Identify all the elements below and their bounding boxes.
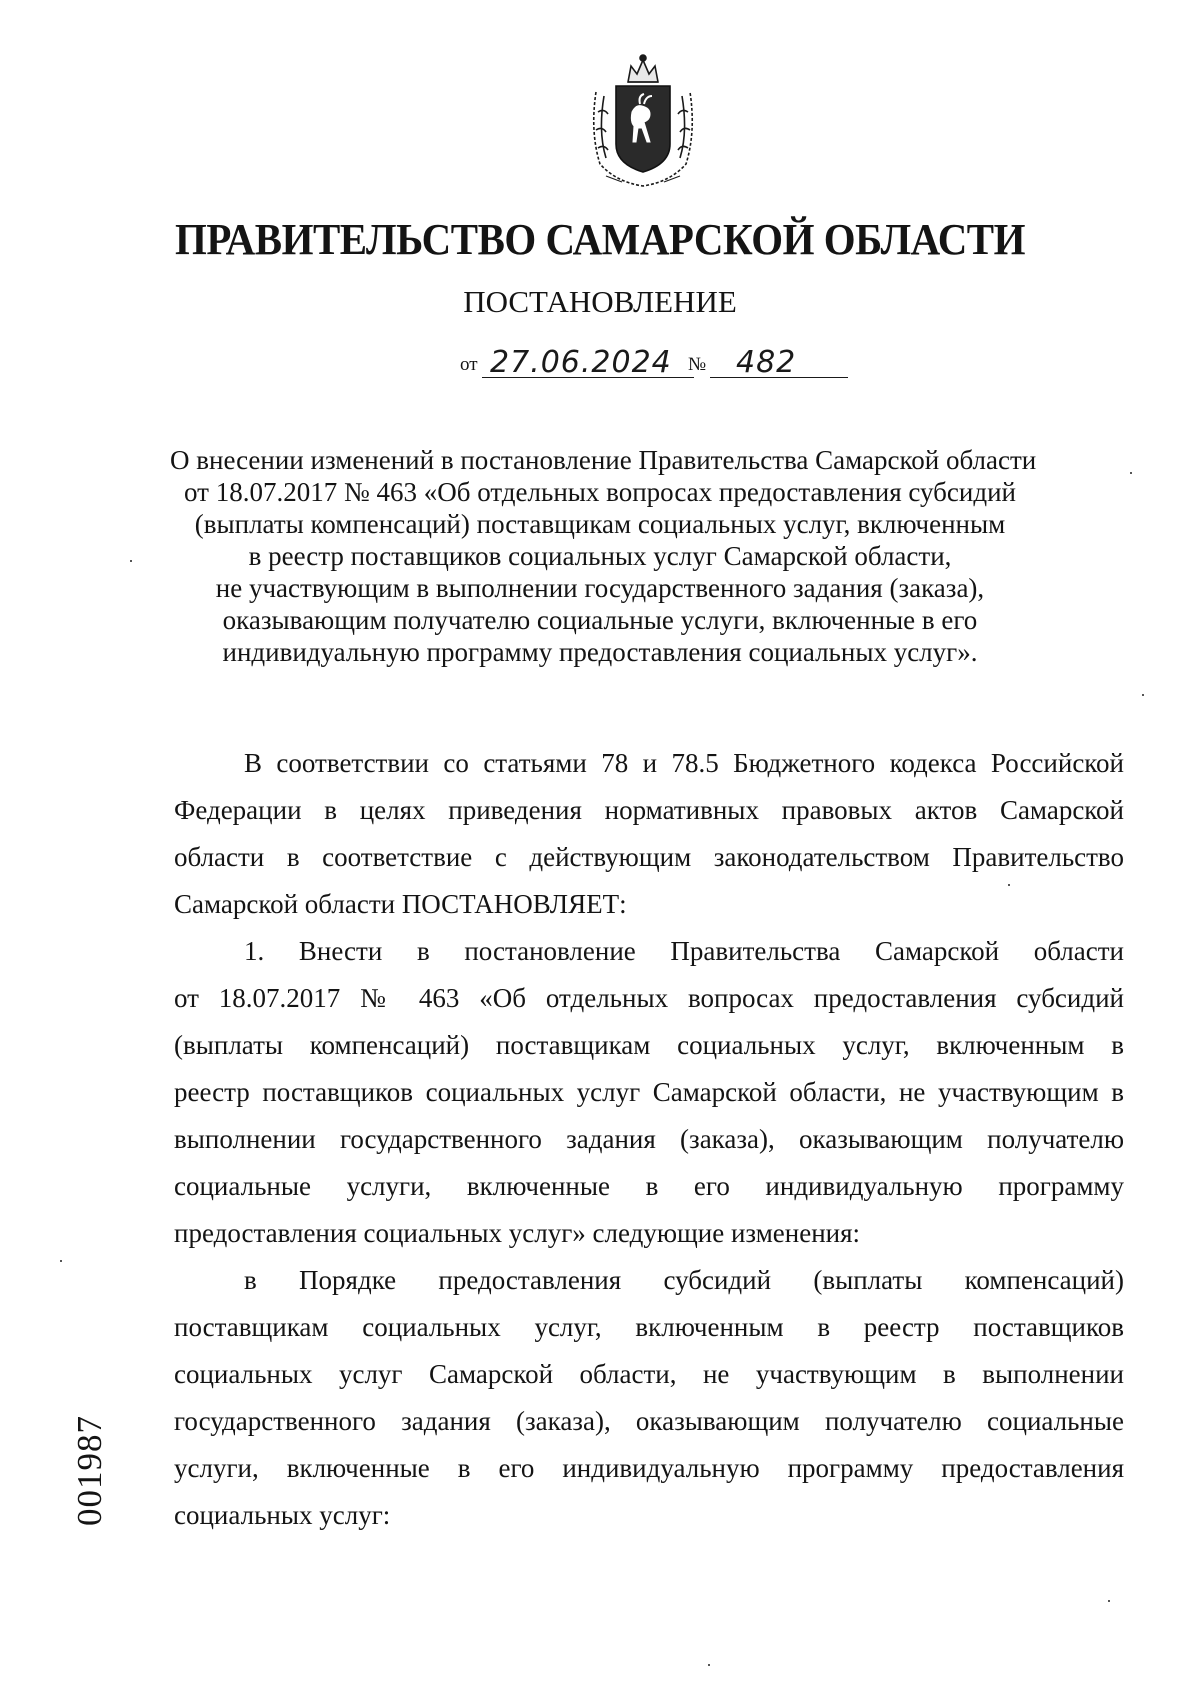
- item1-sub-line: социальных услуг:: [174, 1500, 391, 1530]
- document-subject: [170, 444, 1037, 668]
- date-value: 27.06.2024: [490, 345, 672, 380]
- preamble-line: Самарской области ПОСТАНОВЛЯЕТ:: [174, 889, 627, 919]
- item1-line: социальные услуги, включенные в его индивидуальную программу: [174, 1171, 1124, 1201]
- item1-line: от 18.07.2017 № 463 «Об отдельных вопросах предоставления субсидий: [174, 983, 1124, 1013]
- subject-line: в реестр поставщиков социальных услуг Самарской области,: [248, 541, 952, 571]
- subject-line: О внесении изменений в постановление Правительства Самарской области: [170, 445, 1037, 475]
- item1-line: выполнении государственного задания (заказа), оказывающим получателю: [174, 1124, 1124, 1154]
- item1-sub-line: государственного задания (заказа), оказывающим получателю социальные: [174, 1406, 1124, 1436]
- item1-sub-line: социальных услуг Самарской области, не участвующим в выполнении: [174, 1359, 1124, 1389]
- item1-sub-line: услуги, включенные в его индивидуальную программу предоставления: [174, 1453, 1124, 1483]
- preamble-line: области в соответствие с действующим законодательством Правительство: [174, 842, 1124, 872]
- subject-line: оказывающим получателю социальные услуги, включенные в его: [222, 605, 978, 635]
- item1-line: 1. Внести в постановление Правительства Самарской области: [244, 936, 1124, 966]
- subject-line: не участвующим в выполнении государственного задания (заказа),: [215, 573, 985, 603]
- subject-line: (выплаты компенсаций) поставщикам социальных услуг, включенным: [194, 509, 1006, 539]
- page-title: ПРАВИТЕЛЬСТВО САМАРСКОЙ ОБЛАСТИ: [175, 215, 1025, 264]
- subject-line: от 18.07.2017 № 463 «Об отдельных вопросах предоставления субсидий: [184, 477, 1016, 507]
- preamble-line: В соответствии со статьями 78 и 78.5 Бюджетного кодекса Российской: [244, 748, 1124, 778]
- date-label: от: [460, 354, 478, 375]
- number-value: 482: [736, 345, 797, 380]
- scan-speck: [708, 1664, 710, 1666]
- samara-coat-of-arms-icon: [586, 52, 700, 188]
- scan-speck: [1108, 1600, 1110, 1602]
- document-body: [174, 740, 1124, 1539]
- scan-speck: [130, 560, 132, 562]
- scan-speck: [1130, 472, 1132, 474]
- scan-speck: [1008, 884, 1010, 886]
- document-type: ПОСТАНОВЛЕНИЕ: [463, 284, 737, 319]
- registration-number: 001987: [70, 1415, 109, 1526]
- item1-line: предоставления социальных услуг» следующие изменения:: [174, 1218, 861, 1248]
- item1-line: (выплаты компенсаций) поставщикам социальных услуг, включенным в: [174, 1030, 1124, 1060]
- date-number-line: [460, 338, 860, 382]
- scan-speck: [60, 1260, 62, 1262]
- item1-sub-line: в Порядке предоставления субсидий (выплаты компенсаций): [244, 1265, 1124, 1295]
- number-label: №: [688, 354, 707, 375]
- scan-speck: [1142, 694, 1144, 696]
- preamble-line: Федерации в целях приведения нормативных правовых актов Самарской: [174, 795, 1124, 825]
- item1-line: реестр поставщиков социальных услуг Самарской области, не участвующим в: [174, 1077, 1124, 1107]
- item1-sub-line: поставщикам социальных услуг, включенным в реестр поставщиков: [174, 1312, 1124, 1342]
- subject-line: индивидуальную программу предоставления социальных услуг».: [222, 637, 978, 667]
